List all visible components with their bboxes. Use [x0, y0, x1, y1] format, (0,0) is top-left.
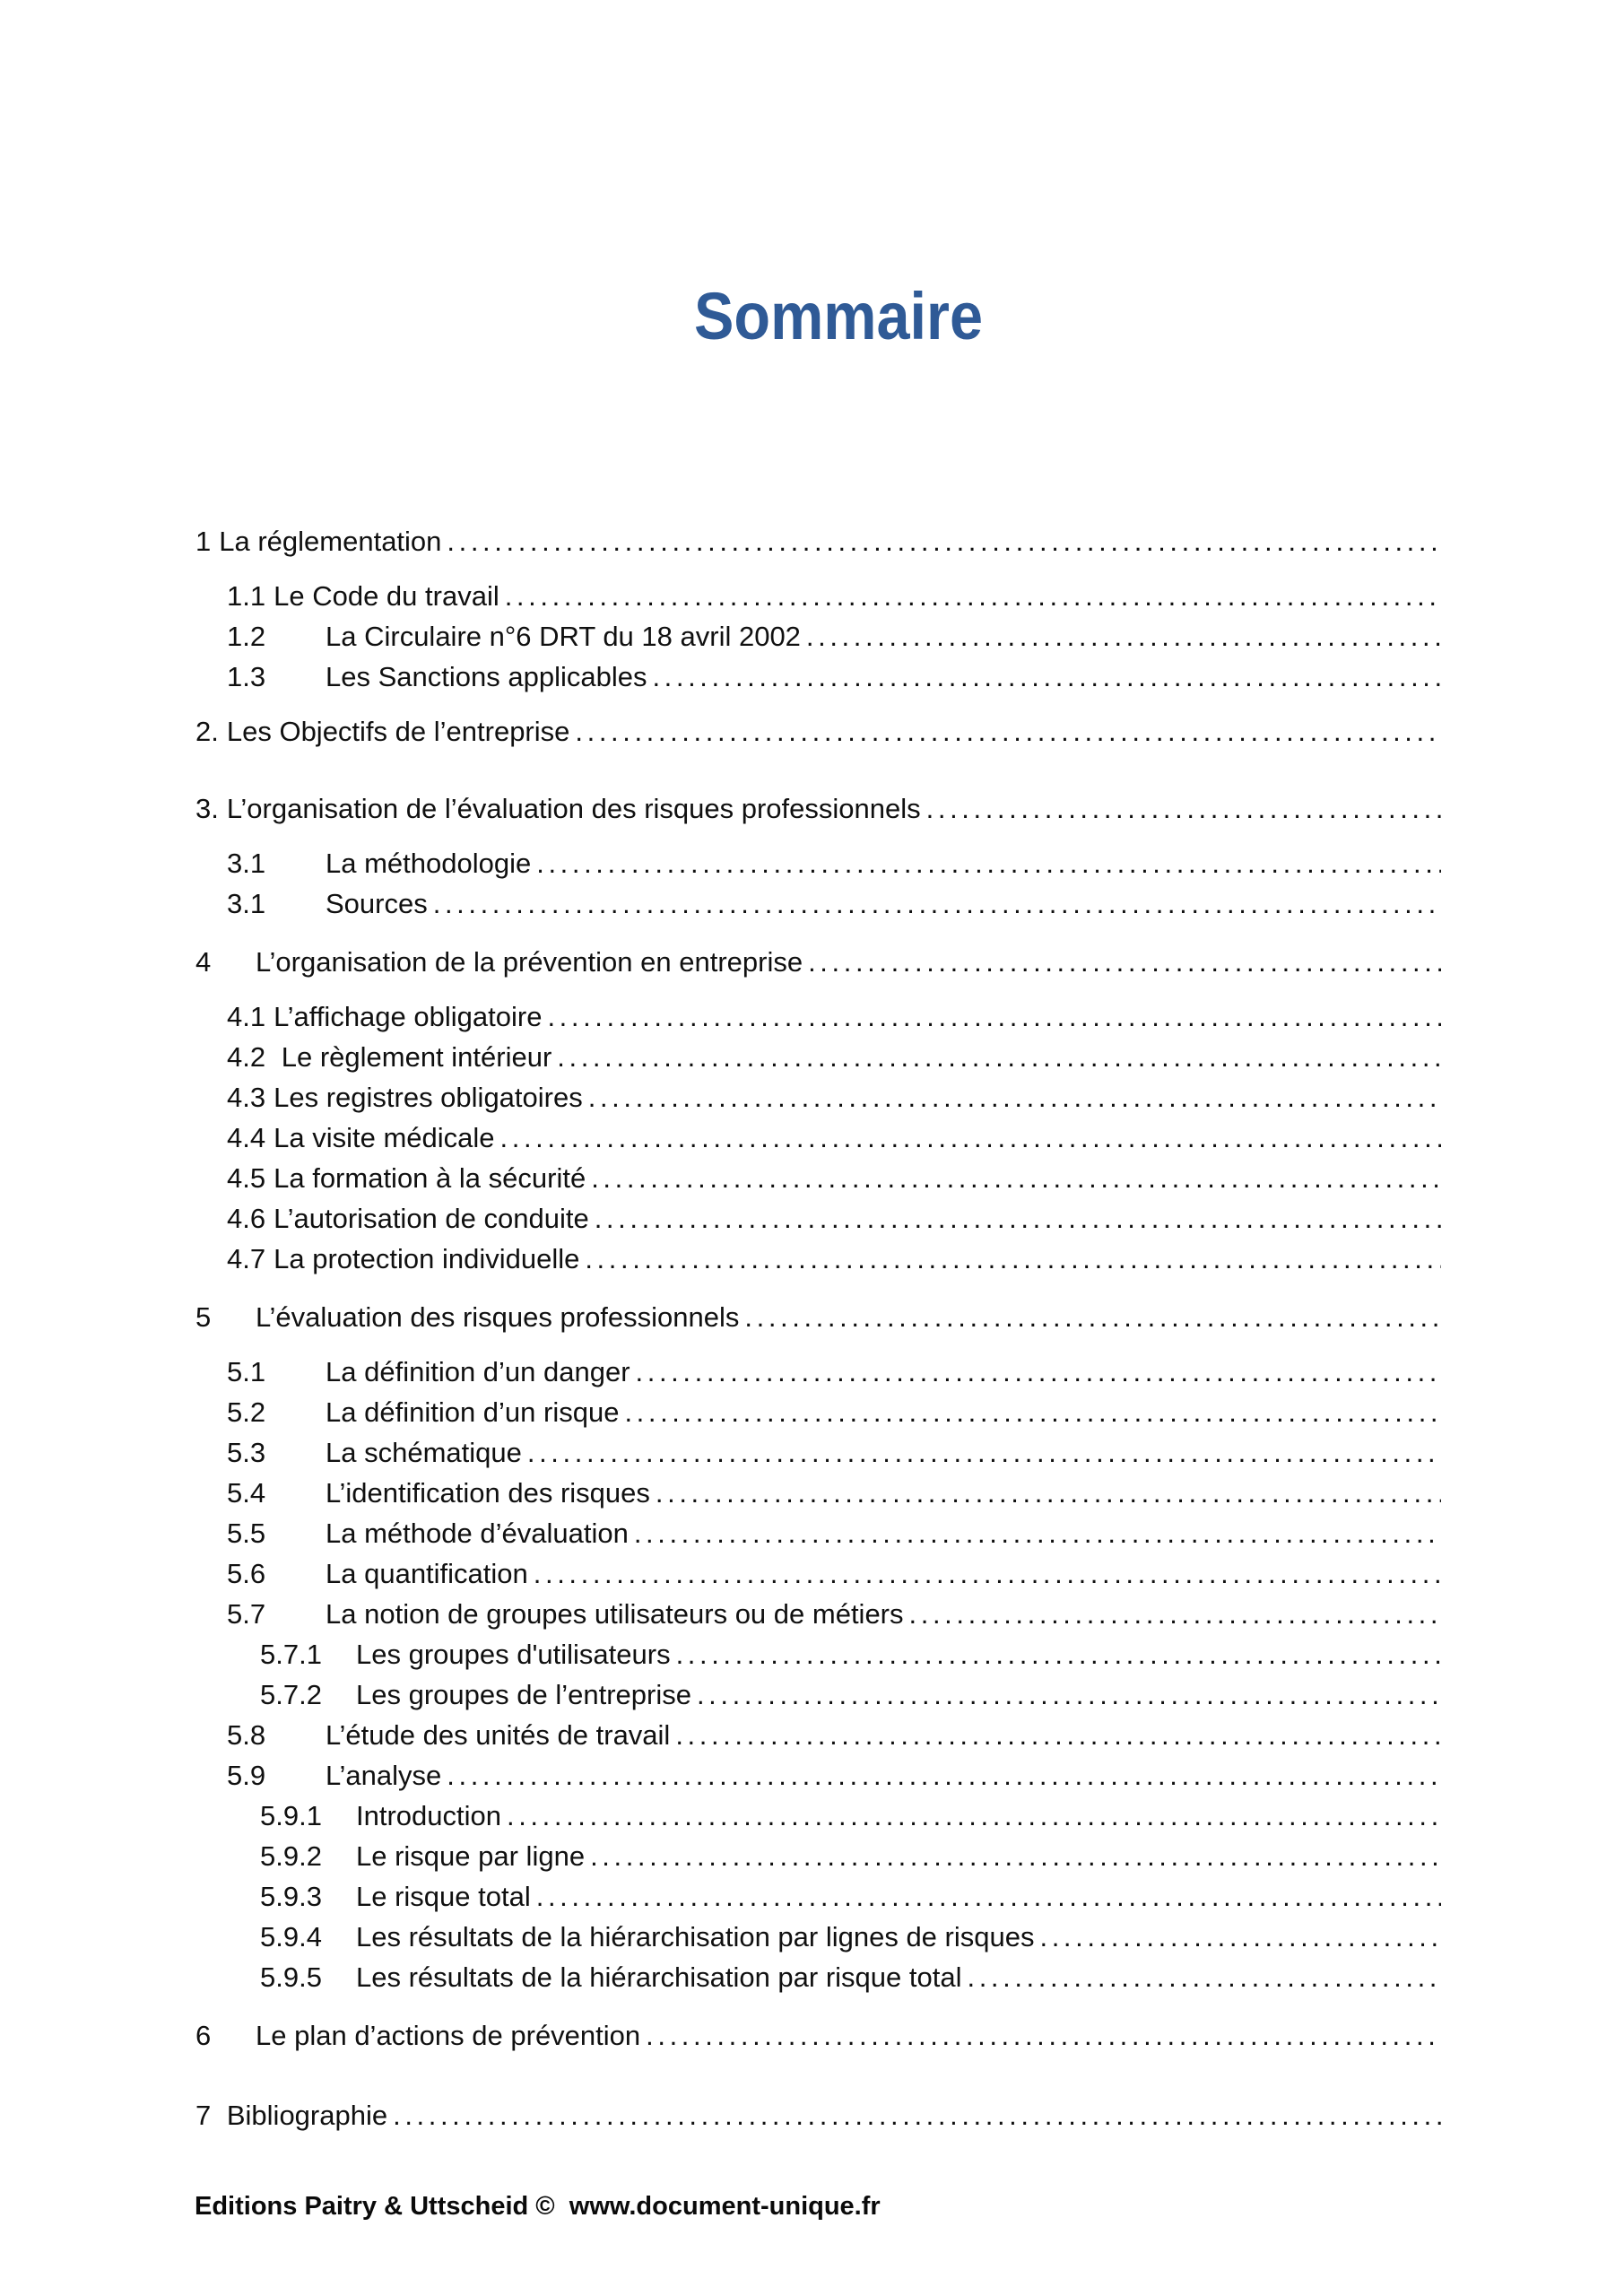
toc-entry[interactable]: [227, 1594, 1441, 1634]
toc-entry-label: La protection individuelle: [274, 1243, 580, 1274]
dot-leader: [585, 1239, 1441, 1279]
toc-entry-label: Le plan d’actions de prévention: [256, 2020, 641, 2051]
toc-entry-number: 5.6: [227, 1558, 266, 1589]
dot-leader: [652, 657, 1441, 697]
toc-entry-number: 5.7: [227, 1598, 266, 1630]
dot-leader: [447, 521, 1441, 561]
toc-entry-number: 1.2: [227, 621, 266, 652]
toc-entry[interactable]: [227, 1239, 1441, 1279]
page-footer: Editions Paitry & Uttscheid © www.document-unique.fr: [195, 2192, 881, 2221]
toc-entry-number: 5.9.2: [260, 1840, 322, 1872]
toc-entry-number: 4.7: [227, 1243, 266, 1274]
dot-leader: [575, 711, 1441, 752]
dot-leader: [636, 1352, 1441, 1392]
toc-entry-number: 5.8: [227, 1719, 266, 1751]
dot-leader: [808, 942, 1441, 982]
toc-entry-label: L’évaluation des risques professionnels: [256, 1301, 740, 1333]
dot-leader: [1039, 1917, 1441, 1957]
dot-leader: [744, 1297, 1441, 1337]
toc-entry-number: 5.4: [227, 1477, 266, 1509]
toc-entry[interactable]: [227, 1553, 1441, 1594]
toc-entry-label: L’affichage obligatoire: [274, 1001, 543, 1032]
toc-entry-number: 4: [195, 946, 212, 978]
toc-entry-number: 4.6: [227, 1203, 266, 1234]
dot-leader: [588, 1077, 1441, 1118]
dot-leader: [646, 2015, 1441, 2056]
toc-entry-label: La Circulaire n°6 DRT du 18 avril 2002: [326, 621, 801, 652]
toc-entry[interactable]: [227, 1513, 1441, 1553]
toc-entry[interactable]: [227, 1037, 1441, 1077]
toc-entry[interactable]: [195, 2095, 1441, 2135]
dot-leader: [500, 1118, 1441, 1158]
toc-entry-label: Le risque par ligne: [356, 1840, 586, 1872]
toc-entry-label: L’analyse: [326, 1760, 442, 1791]
toc-entry-number: 5.9.4: [260, 1921, 322, 1952]
toc-entry-label: La notion de groupes utilisateurs ou de métiers: [326, 1598, 904, 1630]
dot-leader: [624, 1392, 1441, 1432]
dot-leader: [967, 1957, 1441, 1997]
toc-entry-label: Les résultats de la hiérarchisation par lignes de risques: [356, 1921, 1035, 1952]
dot-leader: [634, 1513, 1441, 1553]
toc-entry-number: 2.: [195, 716, 219, 747]
toc-entry-label: La définition d’un risque: [326, 1396, 620, 1428]
dot-leader: [675, 1715, 1441, 1755]
dot-leader: [676, 1634, 1441, 1674]
toc-entry[interactable]: [227, 1432, 1441, 1473]
toc-entry[interactable]: [227, 1352, 1441, 1392]
toc-entry-number: 3.1: [227, 888, 266, 919]
dot-leader: [507, 1796, 1441, 1836]
toc-entry-number: 5.9.3: [260, 1881, 322, 1912]
dot-leader: [806, 616, 1441, 657]
toc-entry[interactable]: [227, 996, 1441, 1037]
dot-leader: [656, 1473, 1441, 1513]
toc-entry[interactable]: [227, 576, 1441, 616]
toc-entry-label: La quantification: [326, 1558, 528, 1589]
toc-entry-label: La méthodologie: [326, 848, 532, 879]
dot-leader: [595, 1198, 1441, 1239]
toc-entry[interactable]: [227, 883, 1441, 924]
toc-entry[interactable]: [227, 1755, 1441, 1796]
dot-leader: [393, 2095, 1441, 2135]
toc-entry[interactable]: [260, 1917, 1441, 1957]
toc-entry-label: La définition d’un danger: [326, 1356, 630, 1387]
dot-leader: [590, 1836, 1441, 1876]
toc-entry[interactable]: [227, 657, 1441, 697]
toc-entry-number: 5.1: [227, 1356, 266, 1387]
dot-leader: [433, 883, 1441, 924]
dot-leader: [697, 1674, 1441, 1715]
toc-entry-number: 5: [195, 1301, 212, 1333]
dot-leader: [536, 843, 1441, 883]
toc-entry-label: Les Sanctions applicables: [326, 661, 647, 692]
toc-entry[interactable]: [227, 1158, 1441, 1198]
toc-entry-label: Le Code du travail: [274, 580, 499, 612]
toc-entry-number: 3.1: [227, 848, 266, 879]
toc-entry-label: L’organisation de la prévention en entreprise: [256, 946, 803, 978]
toc-entry-label: La schématique: [326, 1437, 522, 1468]
toc-entry[interactable]: [195, 2015, 1441, 2056]
dot-leader: [909, 1594, 1441, 1634]
dot-leader: [591, 1158, 1441, 1198]
toc-entry[interactable]: [227, 1473, 1441, 1513]
toc-entry-label: La réglementation: [219, 526, 442, 557]
toc-entry-number: 5.9.5: [260, 1961, 322, 1993]
toc-entry-label: Les registres obligatoires: [274, 1082, 583, 1113]
toc-entry[interactable]: [195, 521, 1441, 561]
toc-entry-label: La méthode d’évaluation: [326, 1518, 629, 1549]
toc-entry[interactable]: [227, 1077, 1441, 1118]
toc-entry-number: 5.3: [227, 1437, 266, 1468]
toc-entry[interactable]: [227, 1198, 1441, 1239]
dot-leader: [547, 996, 1441, 1037]
toc-entry-label: Bibliographie: [219, 2100, 388, 2131]
toc-entry-label: La visite médicale: [274, 1122, 495, 1153]
toc-entry-number: 5.7.2: [260, 1679, 322, 1710]
toc-entry[interactable]: [227, 1118, 1441, 1158]
toc-entry[interactable]: [260, 1634, 1441, 1674]
toc-entry-number: 1.1: [227, 580, 266, 612]
toc-entry-number: 5.9.1: [260, 1800, 322, 1831]
toc-entry-label: L’autorisation de conduite: [274, 1203, 589, 1234]
toc-entry[interactable]: [227, 1392, 1441, 1432]
toc-entry-number: 5.5: [227, 1518, 266, 1549]
dot-leader: [534, 1553, 1441, 1594]
toc-entry-label: L’identification des risques: [326, 1477, 650, 1509]
toc-entry-number: 4.1: [227, 1001, 266, 1032]
toc-entry-number: 6: [195, 2020, 212, 2051]
toc-entry-label: Sources: [326, 888, 428, 919]
dot-leader: [926, 788, 1441, 829]
toc-entry-label: L’étude des unités de travail: [326, 1719, 671, 1751]
toc-entry[interactable]: [227, 843, 1441, 883]
toc-entry-label: Les groupes de l’entreprise: [356, 1679, 691, 1710]
toc-entry-label: Les Objectifs de l’entreprise: [226, 716, 570, 747]
toc-entry-label: La formation à la sécurité: [274, 1162, 586, 1194]
toc-entry[interactable]: [227, 616, 1441, 657]
dot-leader: [557, 1037, 1441, 1077]
toc-entry-label: Le risque total: [356, 1881, 531, 1912]
toc-entry-label: Les résultats de la hiérarchisation par risque total: [356, 1961, 962, 1993]
toc-entry-number: 3.: [195, 793, 219, 824]
toc-entry[interactable]: [227, 1715, 1441, 1755]
toc-entry-number: 5.2: [227, 1396, 266, 1428]
toc-entry-number: 7: [195, 2100, 212, 2131]
toc-entry-number: 1: [195, 526, 212, 557]
dot-leader: [527, 1432, 1441, 1473]
toc-list: [195, 521, 1441, 2135]
toc-entry[interactable]: [260, 1674, 1441, 1715]
toc-entry-number: 4.5: [227, 1162, 266, 1194]
toc-entry[interactable]: [195, 788, 1441, 829]
toc-entry-label: Les groupes d'utilisateurs: [356, 1639, 671, 1670]
toc-entry-number: 5.9: [227, 1760, 266, 1791]
toc-entry[interactable]: [260, 1957, 1441, 1997]
toc-entry-number: 4.4: [227, 1122, 266, 1153]
toc-entry[interactable]: [195, 942, 1441, 982]
toc-entry-label: Le règlement intérieur: [274, 1041, 552, 1073]
toc-entry-label: Introduction: [356, 1800, 501, 1831]
toc-entry[interactable]: [195, 711, 1441, 752]
page-title: Sommaire: [693, 279, 984, 353]
toc-entry[interactable]: [260, 1876, 1441, 1917]
toc-entry-number: 4.2: [227, 1041, 266, 1073]
dot-leader: [505, 576, 1441, 616]
toc-entry-label: L’organisation de l’évaluation des risques professionnels: [226, 793, 921, 824]
toc-entry-number: 1.3: [227, 661, 266, 692]
toc-entry[interactable]: [260, 1796, 1441, 1836]
toc-entry[interactable]: [195, 1297, 1441, 1337]
toc-entry-number: 5.7.1: [260, 1639, 322, 1670]
dot-leader: [536, 1876, 1441, 1917]
toc-entry-number: 4.3: [227, 1082, 266, 1113]
dot-leader: [447, 1755, 1441, 1796]
toc-entry[interactable]: [260, 1836, 1441, 1876]
